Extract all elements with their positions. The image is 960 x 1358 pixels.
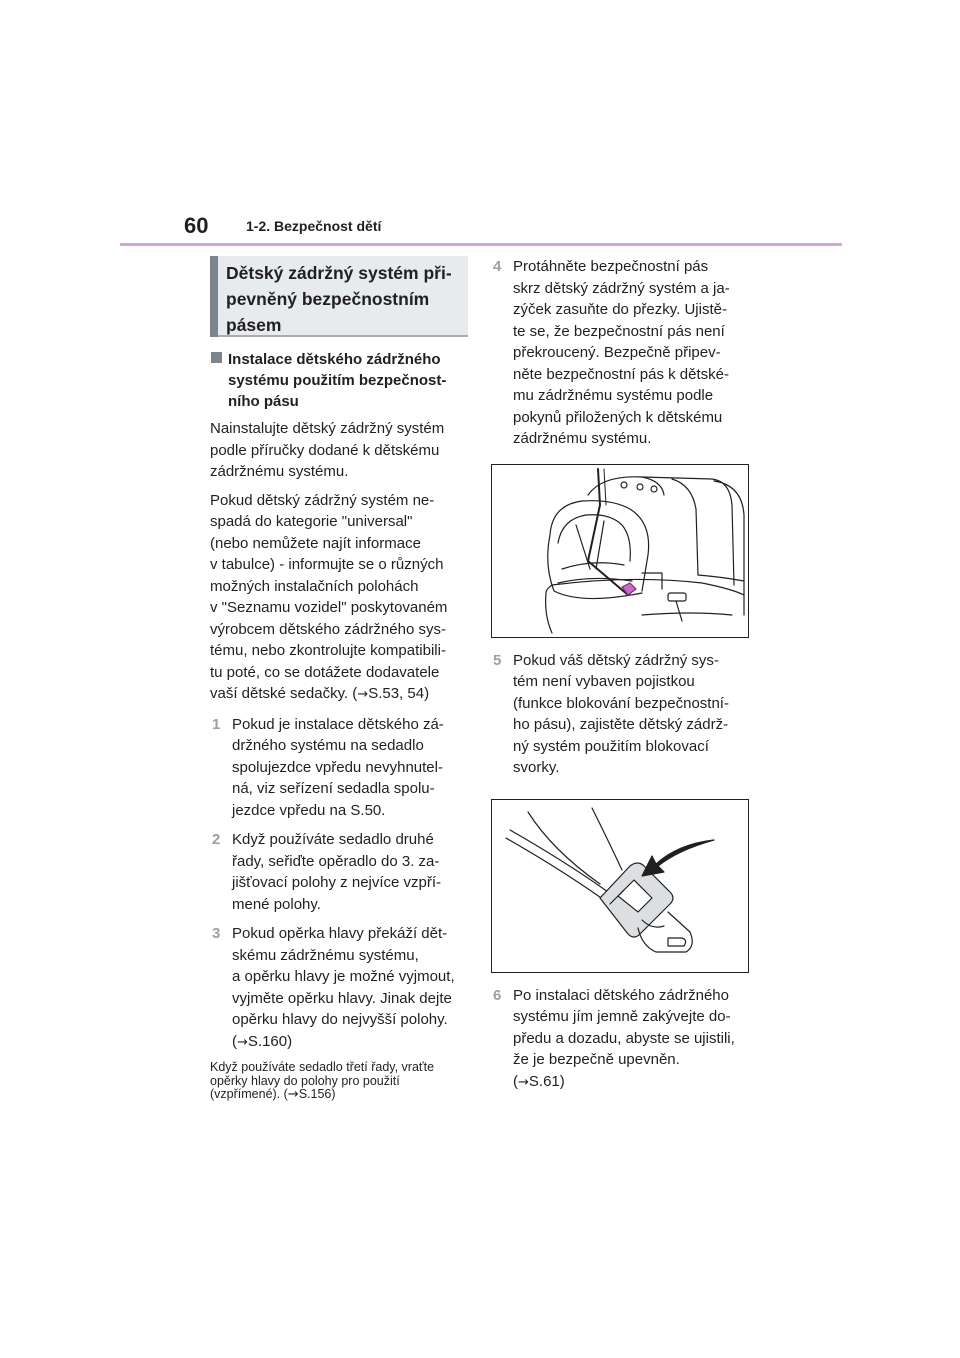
intro-paragraph (210, 418, 468, 483)
text-line: Protáhněte bezpečnostní pás (513, 258, 709, 275)
text-line: v tabulce) - informujte se o různých (210, 556, 444, 573)
step-number: 2 (212, 831, 221, 848)
text-line: opěrku hlavy do nejvyšší polohy. (232, 1011, 448, 1028)
sub-heading-line: systému použitím bezpečnost- (228, 372, 447, 389)
text-line: jezdce vpředu na S.50. (232, 801, 386, 819)
text-line: pokynů přiložených k dětskému (513, 408, 723, 426)
text-line: v "Seznamu vozidel" poskytovaném (210, 599, 448, 616)
heading-line: pevněný bezpečnostním (226, 289, 430, 309)
step-number: 6 (493, 986, 502, 1004)
arrow-right-icon: → (287, 1087, 299, 1102)
child-seat-illustration (491, 464, 749, 638)
text-line: spadá do kategorie "universal" (210, 513, 413, 530)
text-line: Po instalaci dětského zádržného (513, 986, 729, 1004)
text-line: te se, že bezpečnostní pás není (513, 322, 725, 340)
arrow-right-icon: → (518, 1074, 529, 1090)
left-column (210, 256, 468, 1102)
text-line: držného systému na sedadlo (232, 737, 424, 754)
text-line: předu a dozadu, abyste se ujistili, (513, 1029, 735, 1047)
section-title: 1-2. Bezpečnost dětí (246, 218, 382, 234)
text-line: skému zádržnému systému, (232, 946, 419, 964)
text-fragment: ( (232, 1032, 237, 1050)
text-line: že je bezpečně upevněn. (513, 1051, 680, 1068)
text-line: opěrky hlavy do polohy pro použití (210, 1073, 400, 1088)
header-rule (120, 243, 842, 246)
text-line: Pokud váš dětský zádržný sys- (513, 651, 719, 669)
text-line: jišťovací polohy z nejvíce vzpří- (232, 874, 442, 891)
universal-paragraph (210, 490, 468, 706)
step-4 (491, 256, 749, 450)
sub-heading (210, 349, 468, 412)
step-number: 1 (212, 715, 221, 733)
locking-clip-illustration (491, 799, 749, 973)
page-number: 60 (184, 213, 209, 238)
text-line: ný systém použitím blokovací (513, 737, 709, 755)
text-line: zádržnému systému. (513, 430, 652, 447)
text-line: svorky. (513, 759, 560, 776)
section-heading (210, 256, 468, 337)
step-6 (491, 985, 749, 1094)
step-1 (210, 714, 468, 822)
heading-line: Dětský zádržný systém při- (226, 263, 452, 283)
text-line: spolujezdce vpředu nevyhnutel- (232, 758, 443, 776)
text-line: možných instalačních polohách (210, 577, 419, 595)
text-line: zýček zasuňte do přezky. Ujistě- (513, 301, 727, 318)
text-line: tém není vybaven pojistkou (513, 673, 695, 690)
step-number: 4 (493, 258, 502, 275)
text-line: skrz dětský zádržný systém a ja- (513, 279, 730, 297)
text-fragment: ( (513, 1072, 518, 1090)
text-line: tému, nebo zkontrolujte kompatibili- (210, 642, 446, 659)
text-line: Když používáte sedadlo druhé (232, 831, 434, 848)
arrow-right-icon: → (237, 1034, 248, 1050)
sub-heading-line: Instalace dětského zádržného (228, 351, 441, 368)
step-3 (210, 923, 468, 1053)
text-line: překroucený. Bezpečně připev- (513, 344, 721, 361)
text-line: ná, viz seřízení sedadla spolu- (232, 780, 435, 797)
text-line: Pokud dětský zádržný systém ne- (210, 491, 435, 509)
text-line: vaší dětské sedačky. ( (210, 685, 358, 702)
text-line: a opěrku hlavy je možné vyjmout, (232, 968, 455, 985)
text-line: ho pásu), zajistěte dětský zádrž- (513, 716, 729, 733)
text-line: Pokud je instalace dětského zá- (232, 715, 444, 733)
text-line: Pokud opěrka hlavy překáží dět- (232, 925, 448, 942)
step-2 (210, 829, 468, 915)
sub-heading-line: ního pásu (228, 393, 299, 410)
text-line: výrobcem dětského zádržného sys- (210, 620, 446, 638)
page-reference[interactable]: S.160) (247, 1032, 293, 1050)
text-line: Když používáte sedadlo třetí řady, vraťte (210, 1060, 435, 1074)
text-line: zádržnému systému. (210, 463, 349, 480)
text-line: (vzpřímené). ( (210, 1087, 288, 1101)
text-line: řady, seřiďte opěradlo do 3. za- (232, 852, 440, 870)
text-line: Nainstalujte dětský zádržný systém (210, 420, 445, 437)
page-reference[interactable]: S.61) (528, 1072, 565, 1090)
text-line: mu zádržnému systému podle (513, 387, 714, 404)
text-line: (nebo nemůžete najít informace (210, 534, 421, 552)
step-number: 3 (212, 925, 221, 942)
text-line: systému jím jemně zakývejte do- (513, 1008, 731, 1025)
text-line: (funkce blokování bezpečnostní- (513, 694, 729, 712)
text-line: tu poté, co se dotážete dodavatele (210, 663, 440, 681)
note-paragraph (210, 1061, 468, 1102)
step-number: 5 (493, 651, 502, 669)
page-reference[interactable]: S.156) (298, 1087, 336, 1101)
text-line: mené polohy. (232, 895, 321, 913)
text-line: vyjměte opěrku hlavy. Jinak dejte (232, 989, 452, 1007)
heading-line: pásem (226, 315, 282, 335)
arrow-right-icon: → (357, 687, 369, 702)
text-line: něte bezpečnostní pás k dětské- (513, 365, 729, 383)
step-5 (491, 650, 749, 779)
text-line: podle příručky dodané k dětskému (210, 441, 440, 459)
page-reference[interactable]: S.53, 54) (368, 685, 430, 702)
square-bullet-icon (211, 352, 222, 363)
right-column (491, 256, 749, 1093)
